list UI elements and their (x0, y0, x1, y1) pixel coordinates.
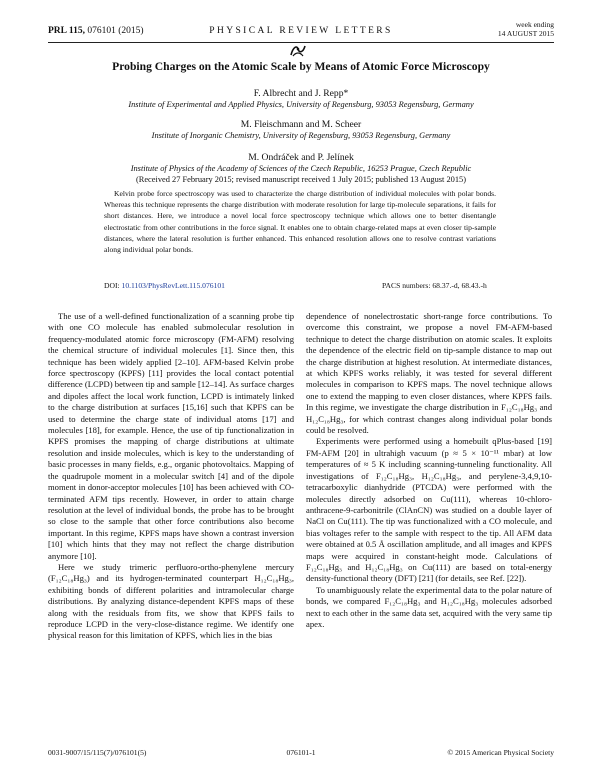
abstract: Kelvin probe force spectroscopy was used to characterize the charge distribution of individual molecules with polar bonds. Whereas this technique represents the charge distribution with moderate resolution for large tip-molecule separations, it fails for short distances. Here, we introduce a novel local force spectroscopy technique which allows one to better disentangle electrostatic from other contributions in the force signal. It enables one to obtain charge-related maps at even closer tip-sample distances, where the lateral resolution is further enhanced. This enhanced resolution allows one to resolve contrast variations along individual polar bonds. (104, 189, 496, 255)
affiliation-1: Institute of Experimental and Applied Physics, University of Regensburg, 93053 Regensburg, Germany (128, 100, 474, 109)
body-paragraph: To unambiguously relate the experimental data to the polar nature of bonds, we compared F₁₂C₁₈Hg₃ and H₁₂C₁₈Hg₃ molecules adsorbed next to each other in the same data set, acquired with the very same tip apex. (306, 584, 552, 629)
body-paragraph: Here we study trimeric perfluoro-ortho-phenylene mercury (F₁₂C₁₈Hg₃) and its hydrogen-terminated counterpart H₁₂C₁₈Hg₃, exhibiting bonds of different polarities and intramolecular charge distributions. By analyzing distance-dependent KPFS maps of these along with the residuals from fits, we show that KPFS fails to reproduce LCPD in the very-close-distance regime. We identify one physical reason for this limitation of KPFS, which lies in the bias (48, 561, 294, 641)
author-group-3: M. Ondráček and P. Jelínek (248, 152, 354, 163)
doi-link[interactable]: 10.1103/PhysRevLett.115.076101 (121, 281, 225, 290)
running-header (48, 20, 554, 43)
author-group-1: F. Albrecht and J. Repp* (253, 88, 349, 99)
author-group-2: M. Fleischmann and M. Scheer (240, 119, 362, 130)
header-date-block (498, 20, 554, 38)
doi-line (104, 281, 225, 290)
page-number: 076101-1 (286, 748, 316, 757)
article-id: 076101 (2015) (87, 26, 144, 36)
issue-date: 14 AUGUST 2015 (497, 29, 554, 38)
article-title: Probing Charges on the Atomic Scale by Means of Atomic Force Microscopy (112, 60, 490, 73)
copyright: © 2015 American Physical Society (447, 748, 554, 757)
affiliation-3: Institute of Physics of the Academy of Sciences of the Czech Republic, 16253 Prague, Czech Republic (130, 164, 472, 173)
received-dates: (Received 27 February 2015; revised manuscript received 1 July 2015; published 13 August 2015) (135, 175, 467, 184)
body-paragraph: The use of a well-defined functionalization of a scanning probe tip with one CO molecule has enabled submolecular resolution in frequency-modulated atomic force microscopy (FM-AFM) resolving the chemical structure of individual molecules [1]. Since then, this technique has been widely applied [2–10]. AFM-based Kelvin probe force spectroscopy (KPFS) [11] provides the local contact potential difference (LCPD) between tip and sample [12–14]. As surface charges and dipoles affect the local work function, LCPD is intimately linked to the charge distribution at surfaces [15,16] such that KPFS can be used to determine the charge state of individual atoms [17] and molecules [18], for example. Hence, the use of tip functionalization in KPFS promises the mapping of charge distributions at ultimate resolution and inside molecules, which is key to the understanding of basic processes in many fields, e.g., organic photovoltaics. Mapping of the quadrupole moment in a molecular switch [4] and of the dipole moment in donor-acceptor molecules [10] has been achieved with CO-terminated AFM tips recently. However, in order to attain charge resolution at the level of individual bonds, the probe has to be brought so close to the sample that other force contributions also become important. In this regime, KPFS maps have shown a contrast inversion [10] which hints that they may not reflect the charge distribution anymore [10]. (48, 311, 294, 561)
pacs-numbers: PACS numbers: 68.37.-d, 68.43.-h (382, 281, 487, 290)
week-ending-label: week ending (515, 20, 554, 29)
journal-name: PHYSICAL REVIEW LETTERS (209, 26, 393, 36)
affiliation-2: Institute of Inorganic Chemistry, University of Regensburg, 93053 Regensburg, Germany (151, 131, 451, 140)
body-column-left (48, 311, 294, 642)
body-column-right (306, 311, 552, 630)
journal-abbrev: PRL 115, (48, 26, 85, 36)
doi-label: DOI: (104, 281, 120, 290)
body-paragraph: Experiments were performed using a homebuilt qPlus-based [19] FM-AFM [20] in ultrahigh vacuum (p ≈ 5 × 10⁻¹¹ mbar) at low temperatures of ≈ 5 K including scanning-tunneling functionality. All investigations of F₁₂C₁₈Hg₃, H₁₂C₁₈Hg₃, and perylene-3,4,9,10-tetracarboxylic dianhydride (PTCDA) were performed with the molecules directly adsorbed on Cu(111), whereas 10-chloro-anthracene-9-carbonitrile (ClAnCN) was studied on a double layer of NaCl on Cu(111). The tip was functionalized with a CO molecule, and bias voltages refer to the sample with respect to the tip. All AFM data were obtained at 0.5 Å oscillation amplitude, and all images and KPFS maps were acquired in constant-height mode. Calculations of F₁₂C₁₈Hg₃ and H₁₂C₁₈Hg₃ on Cu(111) are based on total-energy density-functional theory (DFT) [21] (for details, see Ref. [22]). (306, 436, 552, 584)
footer-issn: 0031-9007/15/115(7)/076101(5) (48, 748, 147, 757)
journal-logo-icon (289, 44, 307, 58)
body-paragraph: dependence of nonelectrostatic short-range force contributions. To overcome this constraint, we propose a novel FM-AFM-based technique to detect the charge distribution on atomic scales. It exploits the dependence of the electric field on tip-sample distance to map out the charge distribution at highest resolution. At intermediate distances, at which KPFS works reliably, it was tested for several different molecules in comparison to KPFS maps. The novel technique allows one to extend the mapping to even closer distances, where KPFS fails. In this regime, we investigate the charge distribution in F₁₂C₁₈Hg₃ and H₁₂C₁₈Hg₃, for which contrast changes along individual polar bonds could be resolved. (306, 311, 552, 436)
